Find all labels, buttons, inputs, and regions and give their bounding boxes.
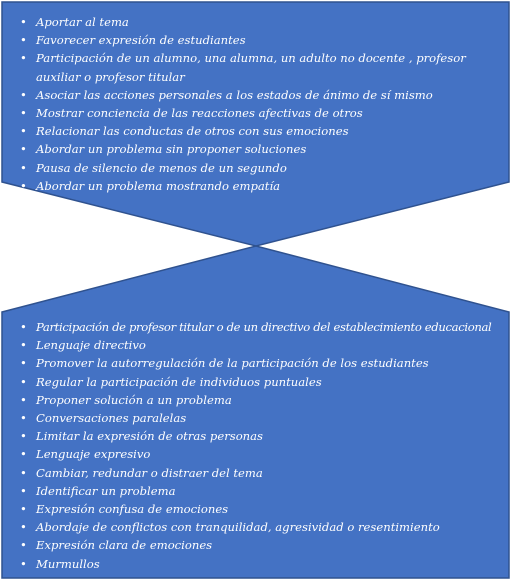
list-item: • Relacionar las conductas de otros con sus emociones <box>20 122 490 140</box>
list-item: • Conversaciones paralelas <box>20 409 508 427</box>
list-item: • Mostrar conciencia de las reacciones afectivas de otros <box>20 104 490 122</box>
list-item: • Expresión confusa de emociones <box>20 500 508 518</box>
list-item: • Lenguaje directivo <box>20 336 508 354</box>
list-item: • Expresión clara de emociones <box>20 536 508 554</box>
list-item: • Abordar un problema mostrando empatía <box>20 177 490 195</box>
list-item: • Lenguaje expresivo <box>20 445 508 463</box>
list-item: • Participación de profesor titular o de un directivo del establecimiento educacional <box>20 318 508 336</box>
list-item: • Proponer solución a un problema <box>20 391 508 409</box>
list-item: • Regular la participación de individuos puntuales <box>20 373 508 391</box>
list-item: • Asociar las acciones personales a los estados de ánimo de sí mismo <box>20 86 490 104</box>
list-item: • Participación de un alumno, una alumna, un adulto no docente , profesor auxiliar o profesor titular <box>20 49 490 85</box>
bottom-bullet-list <box>20 318 508 573</box>
list-item: • Murmullos <box>20 555 508 573</box>
list-item: • Promover la autorregulación de la participación de los estudiantes <box>20 354 508 372</box>
list-item: • Favorecer expresión de estudiantes <box>20 31 490 49</box>
list-item: • Abordaje de conflictos con tranquilidad, agresividad o resentimiento <box>20 518 508 536</box>
list-item: • Aportar al tema <box>20 13 490 31</box>
list-item: • Identificar un problema <box>20 482 508 500</box>
top-bullet-list <box>20 13 490 195</box>
list-item: • Abordar un problema sin proponer soluciones <box>20 140 490 158</box>
list-item: • Pausa de silencio de menos de un segundo <box>20 159 490 177</box>
list-item: • Cambiar, redundar o distraer del tema <box>20 464 508 482</box>
list-item: • Limitar la expresión de otras personas <box>20 427 508 445</box>
